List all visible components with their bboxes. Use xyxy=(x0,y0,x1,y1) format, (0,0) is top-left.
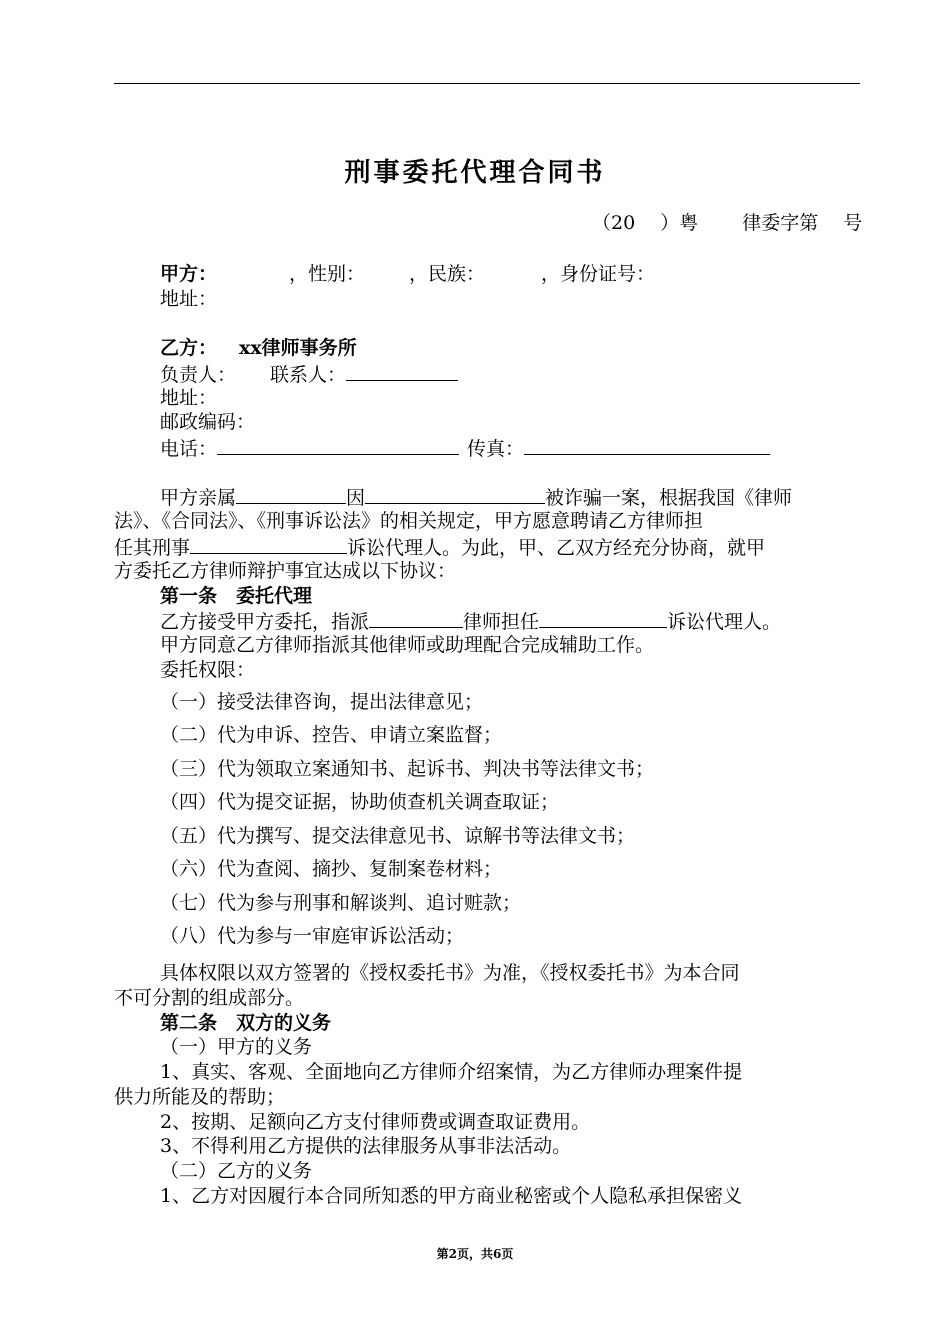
scope-item: （四）代为提交证据，协助侦查机关调查取证； xyxy=(160,791,560,813)
party-a-ethnicity: ，民族： xyxy=(409,263,486,285)
scope-item: （二）代为申诉、控告、申请立案监督； xyxy=(160,724,503,746)
party-b-phone: 电话： xyxy=(160,438,218,460)
party-b-contact: 联系人： xyxy=(270,364,347,386)
party-a-gender: ，性别： xyxy=(289,263,366,285)
document-number: （20 ）粤 律委字第 号 xyxy=(592,212,863,234)
intro-text: 被诈骗一案，根据我国《律师 xyxy=(545,487,793,509)
intro-text: 任其刑事 xyxy=(114,537,191,559)
intro-text: 甲方亲属 xyxy=(160,487,237,509)
scope-item: （三）代为领取立案通知书、起诉书、判决书等法律文书； xyxy=(160,758,655,780)
lawyer-blank xyxy=(369,608,463,628)
party-a-address: 地址： xyxy=(160,288,218,310)
party-a-label: 甲方： xyxy=(160,263,218,285)
phone-blank xyxy=(217,435,459,455)
party-b-contact-line xyxy=(160,361,458,388)
intro-text: 因 xyxy=(346,487,366,509)
party-b-duty-1: 1、乙方对因履行本合同所知悉的甲方商业秘密或个人隐私承担保密义 xyxy=(160,1185,743,1207)
intro-text: 诉讼代理人。为此，甲、乙双方经充分协商，就甲 xyxy=(347,537,766,559)
scope-item: （六）代为查阅、摘抄、复制案卷材料； xyxy=(160,858,503,880)
article-text: 律师担任 xyxy=(463,611,540,633)
fax-blank xyxy=(524,435,770,455)
party-a-line xyxy=(160,262,655,287)
party-b-duties-heading: （二）乙方的义务 xyxy=(160,1160,313,1182)
party-a-duty-1: 1、真实、客观、全面地向乙方律师介绍案情，为乙方律师办理案件提 xyxy=(160,1061,743,1083)
case-type-blank xyxy=(190,534,347,554)
article-1-line-1 xyxy=(160,608,781,635)
party-b-label: 乙方： xyxy=(160,337,218,359)
party-b-principal: 负责人： xyxy=(160,364,237,386)
party-a-duty-2: 2、按期、足额向乙方支付律师费或调查取证费用。 xyxy=(160,1111,591,1133)
scope-item: （七）代为参与刑事和解谈判、追讨赃款； xyxy=(160,892,522,914)
party-b-name: xx律师事务所 xyxy=(239,337,357,359)
party-a-duty-3: 3、不得利用乙方提供的法律服务从事非法活动。 xyxy=(160,1135,572,1157)
article-1-line-2: 甲方同意乙方律师指派其他律师或助理配合完成辅助工作。 xyxy=(160,634,655,656)
party-a-id-number: ，身份证号： xyxy=(541,263,656,285)
party-b-postcode: 邮政编码： xyxy=(160,411,256,433)
reason-blank xyxy=(365,484,545,504)
intro-line-4: 方委托乙方律师辩护事宜达成以下协议： xyxy=(114,560,457,582)
party-a-duties-heading: （一）甲方的义务 xyxy=(160,1036,313,1058)
party-a-duty-1-cont: 供力所能及的帮助； xyxy=(114,1086,286,1108)
intro-line-3 xyxy=(114,534,765,561)
role-blank xyxy=(539,608,667,628)
party-b-phone-line xyxy=(160,435,770,462)
article-text: 诉讼代理人。 xyxy=(667,611,782,633)
intro-line-2: 法》、《合同法》、《刑事诉讼法》的相关规定，甲方愿意聘请乙方律师担 xyxy=(114,510,704,532)
relative-blank xyxy=(236,484,346,504)
article-1-tail-2: 不可分割的组成部分。 xyxy=(114,987,305,1009)
scope-item: （八）代为参与一审庭审诉讼活动； xyxy=(160,925,465,947)
header-rule xyxy=(114,83,860,84)
article-1-heading: 第一条 委托代理 xyxy=(160,585,313,607)
document-title: 刑事委托代理合同书 xyxy=(344,158,606,188)
intro-line-1 xyxy=(160,484,792,511)
scope-item: （一）接受法律咨询，提出法律意见； xyxy=(160,691,484,713)
contact-blank xyxy=(346,361,458,381)
article-text: 乙方接受甲方委托，指派 xyxy=(160,611,370,633)
scope-label: 委托权限： xyxy=(160,659,256,681)
party-b-line xyxy=(160,336,357,361)
party-b-fax: 传真： xyxy=(467,438,525,460)
article-1-tail-1: 具体权限以双方签署的《授权委托书》为准，《授权委托书》为本合同 xyxy=(160,962,740,984)
page-footer: 第2页，共6页 xyxy=(436,1247,514,1261)
party-b-address: 地址： xyxy=(160,387,218,409)
article-2-heading: 第二条 双方的义务 xyxy=(160,1012,332,1034)
scope-item: （五）代为撰写、提交法律意见书、谅解书等法律文书； xyxy=(160,825,636,847)
